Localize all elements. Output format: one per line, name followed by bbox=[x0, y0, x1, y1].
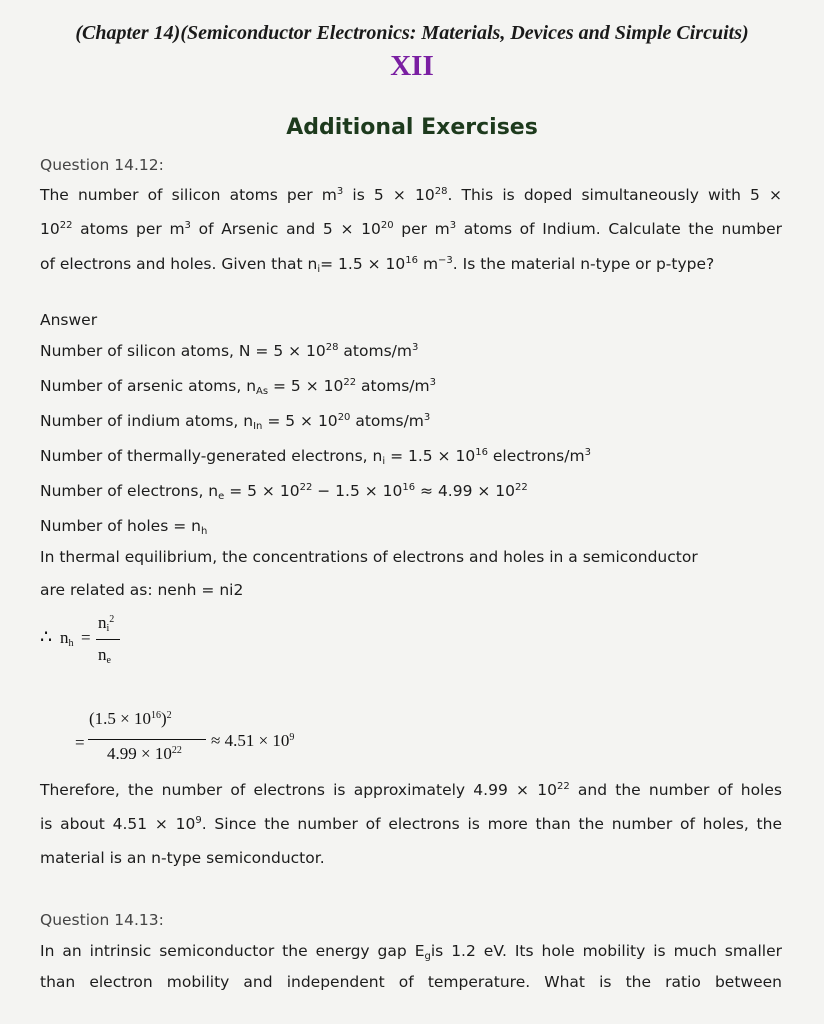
question2-line-2: than electron mobility and independent of temperature. What is the ratio between bbox=[40, 973, 782, 991]
formula2-numerator: $(1.5 \times 10^{16})^2$ bbox=[89, 709, 172, 728]
answer-indium: Number of indium atoms, $n_{In} = 5 \times 10^{20}$ atoms/$m^3$ bbox=[40, 412, 431, 432]
answer-electrons: Number of electrons, $n_e = 5 \times 10^{22} - 1.5 \times 10^{16} \approx 4.99 \times 10^{22}$ bbox=[40, 482, 528, 502]
answer-arsenic: Number of arsenic atoms, $n_{As} = 5 \times 10^{22}$ atoms/$m^3$ bbox=[40, 377, 436, 397]
conclusion-line-3: material is an n-type semiconductor. bbox=[40, 849, 325, 867]
grade-label: XII bbox=[390, 50, 434, 82]
answer-silicon: Number of silicon atoms, $N = 5 \times 10^{28}$ atoms/$m^3$ bbox=[40, 342, 419, 360]
answer-equilibrium-2: are related as: nenh = ni2 bbox=[40, 581, 244, 599]
therefore-symbol: ∴ bbox=[40, 627, 53, 648]
question-label: Question 14.12: bbox=[40, 156, 164, 174]
formula2-denominator: $4.99 \times 10^{22}$ bbox=[107, 744, 182, 763]
formula-equals: = bbox=[81, 628, 91, 647]
question-line-2: $10^{22}$ atoms per $m^3$ of Arsenic and $5 \times 10^{20}$ per $m^3$ atoms of Indium. Calculate the number bbox=[40, 220, 782, 238]
fraction-bar bbox=[96, 639, 120, 640]
answer-equilibrium-1: In thermal equilibrium, the concentrations of electrons and holes in a semiconductor bbox=[40, 548, 698, 566]
formula2-result: ≈ $4.51 \times 10^9$ bbox=[211, 731, 295, 750]
conclusion-line-2: is about $4.51 \times 10^9$. Since the number of electrons is more than the number of holes, the bbox=[40, 815, 782, 833]
formula-denominator: $n_e$ bbox=[98, 645, 111, 666]
formula-lhs: $n_h$ bbox=[60, 628, 74, 649]
question-label-2: Question 14.13: bbox=[40, 911, 164, 929]
formula2-equals: = bbox=[75, 733, 85, 752]
question-line-1: The number of silicon atoms per $m^3$ is $5 \times 10^{28}$. This is doped simultaneously with 5 × bbox=[40, 186, 782, 204]
answer-thermal: Number of thermally-generated electrons, $n_i = 1.5 \times 10^{16}$ electrons/$m^3$ bbox=[40, 447, 591, 467]
conclusion-line-1: Therefore, the number of electrons is approximately $4.99 \times 10^{22}$ and the number of holes bbox=[40, 781, 782, 799]
section-heading: Additional Exercises bbox=[286, 115, 538, 140]
answer-label: Answer bbox=[40, 311, 98, 329]
question-line-3: of electrons and holes. Given that $n_i= 1.5 \times 10^{16}$ $m^{-3}$. Is the material n-type or p-type? bbox=[40, 255, 715, 275]
question2-line-1: In an intrinsic semiconductor the energy gap $E_gis$ 1.2 eV. Its hole mobility is much smaller bbox=[40, 942, 782, 962]
formula-numerator: $n_i^2$ bbox=[98, 613, 115, 634]
chapter-title: (Chapter 14)(Semiconductor Electronics: Materials, Devices and Simple Circuits) bbox=[75, 22, 749, 44]
answer-holes: Number of holes = $n_h$ bbox=[40, 517, 208, 537]
fraction-bar-2 bbox=[88, 739, 206, 740]
